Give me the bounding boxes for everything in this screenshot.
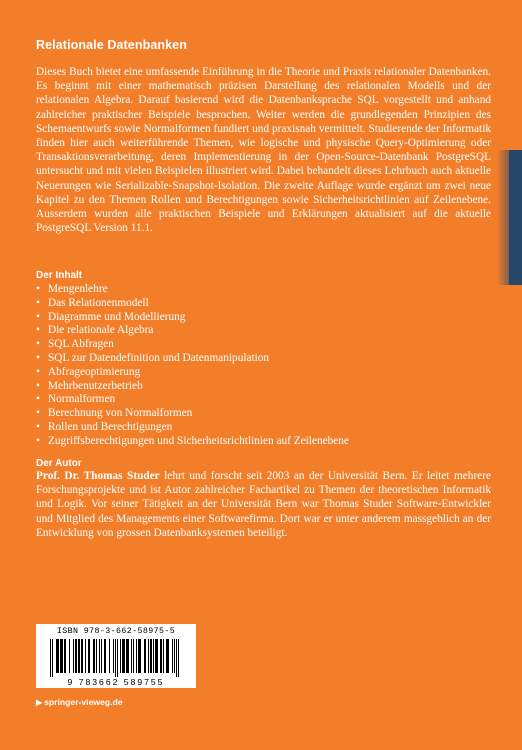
barcode-bar xyxy=(144,639,146,673)
author-bio: lehrt und forscht seit 2003 an der Universität Bern. Er leitet mehrere Forschungsprojekte und ist Autor zahlreicher Fachartikel zu Themen der theoretischen Informatik und Logik. Vor seiner Tätigkeit an der Universität Bern war Thomas Studer Software-Entwickler und Mitglied des Managements einer Softwarefirma. Dort war er unter anderem massgeblich an der Entwicklung von grossen Datenbanksystemen beteiligt. xyxy=(36,470,491,539)
publisher-url: springer-vieweg.de xyxy=(44,697,123,707)
barcode-bar xyxy=(172,639,173,673)
bullet-icon: • xyxy=(36,365,40,378)
barcode-bar xyxy=(136,639,137,673)
barcode-bar xyxy=(69,639,70,673)
barcode-bar xyxy=(126,639,129,673)
barcode-bar xyxy=(50,639,51,677)
list-item: • SQL Abfragen xyxy=(36,338,114,351)
bullet-icon: • xyxy=(36,379,40,392)
author-heading: Der Autor xyxy=(36,458,82,469)
barcode-bar xyxy=(115,639,116,677)
publisher-link[interactable] xyxy=(36,697,122,707)
barcode-bar xyxy=(75,639,77,673)
list-item: • SQL zur Datendefinition und Datenmanipulation xyxy=(36,351,270,364)
barcode-bar xyxy=(174,639,175,673)
barcode-bar xyxy=(148,639,149,673)
list-item: • Mehrbenutzerbetrieb xyxy=(36,379,143,392)
author-paragraph xyxy=(36,469,491,540)
bullet-icon: • xyxy=(36,393,40,406)
barcode-bar xyxy=(113,639,114,673)
barcode-bar xyxy=(153,639,154,673)
barcode-bar xyxy=(178,639,179,677)
isbn-label: ISBN 978-3-662-58975-5 xyxy=(56,627,176,636)
bullet-icon: • xyxy=(36,407,40,420)
list-item: • Abfrageoptimierung xyxy=(36,365,141,378)
bullet-icon: • xyxy=(36,420,40,433)
barcode-bar xyxy=(64,639,66,673)
barcode-bar xyxy=(176,639,177,677)
arrow-right-icon: ▶ xyxy=(36,698,43,707)
barcode-bars xyxy=(50,639,182,677)
list-item: • Normalformen xyxy=(36,393,116,406)
contents-list xyxy=(36,283,349,449)
accent-bar-shadow xyxy=(497,150,509,285)
barcode-bar xyxy=(163,639,164,673)
barcode-bar xyxy=(56,639,59,673)
barcode-bar xyxy=(85,639,86,673)
barcode-bar xyxy=(96,639,97,673)
list-item: • Die relationale Algebra xyxy=(36,324,154,337)
barcode-bar xyxy=(99,639,100,673)
barcode-bar xyxy=(88,639,90,673)
bullet-icon: • xyxy=(36,310,40,323)
ean-digits: 9 783662 589755 xyxy=(67,677,165,687)
barcode-bar xyxy=(109,639,110,673)
bullet-icon: • xyxy=(36,296,40,309)
barcode-bar xyxy=(104,639,106,673)
author-name: Prof. Dr. Thomas Studer xyxy=(36,470,160,482)
barcode-bar xyxy=(81,639,83,673)
list-item: • Berechnung von Normalformen xyxy=(36,407,193,420)
barcode-bar xyxy=(131,639,132,673)
barcode-bar xyxy=(93,639,95,673)
list-item: • Das Relationenmodell xyxy=(36,296,149,309)
barcode-bar xyxy=(122,639,125,673)
list-item: • Mengenlehre xyxy=(36,283,108,295)
book-title: Relationale Datenbanken xyxy=(36,38,187,52)
barcode-bar xyxy=(150,639,152,673)
bullet-icon: • xyxy=(36,351,40,364)
barcode-bar xyxy=(73,639,74,673)
bullet-icon: • xyxy=(36,434,40,447)
isbn-barcode xyxy=(36,624,196,688)
intro-paragraph: Dieses Buch bietet eine umfassende Einführung in die Theorie und Praxis relationaler Datenbanken. Es beginnt mit einer mathematisch präzisen Darstellung des relationalen Modells und der relationalen Algebra. Darauf basierend wird die Datenbanksprache SQL vorgestellt und anhand zahlreicher praktischer Beispiele besprochen. Weiter werden die grundlegenden Prinzipien des Schemaentwurfs sowie Normalformen fundiert und praxisnah vermittelt. Studierende der Informatik finden hier auch weiterführende Themen, wie logische und physische Query-Optimierung oder Transaktionsverarbeitung, deren Implementierung in der Open-Source-Datenbank PostgreSQL untersucht und mit vielen Beispielen illustriert wird. Dabei behandelt dieses Lehrbuch auch aktuelle Neuerungen wie Serializable-Snapshot-Isolation. Die zweite Auflage wurde ergänzt um zwei neue Kapitel zu den Themen Rollen und Berechtigungen sowie Sicherheitsrichtlinien auf Zeilenebene. Ausserdem wurden alle praktischen Beispiele und Erklärungen aktualisiert auf die aktuelle PostgreSQL Version 11.1. xyxy=(36,66,491,235)
accent-bar xyxy=(509,150,522,285)
bullet-icon: • xyxy=(36,324,40,337)
barcode-bar xyxy=(166,639,169,673)
barcode-bar xyxy=(101,639,102,673)
barcode-bar xyxy=(117,639,118,677)
contents-heading: Der Inhalt xyxy=(36,270,83,281)
barcode-bar xyxy=(160,639,162,673)
bullet-icon: • xyxy=(36,283,40,295)
barcode-bar xyxy=(133,639,134,673)
list-item: • Rollen und Berechtigungen xyxy=(36,420,173,433)
barcode-bar xyxy=(138,639,141,673)
list-item: • Diagramme und Modellierung xyxy=(36,310,186,323)
barcode-bar xyxy=(60,639,63,673)
barcode-bar xyxy=(78,639,80,673)
barcode-bar xyxy=(155,639,158,673)
barcode-bar xyxy=(52,639,53,677)
list-item: • Zugriffsberechtigungen und Sicherheitsrichtlinien auf Zeilenebene xyxy=(36,434,349,447)
bullet-icon: • xyxy=(36,338,40,351)
barcode-bar xyxy=(120,639,121,673)
